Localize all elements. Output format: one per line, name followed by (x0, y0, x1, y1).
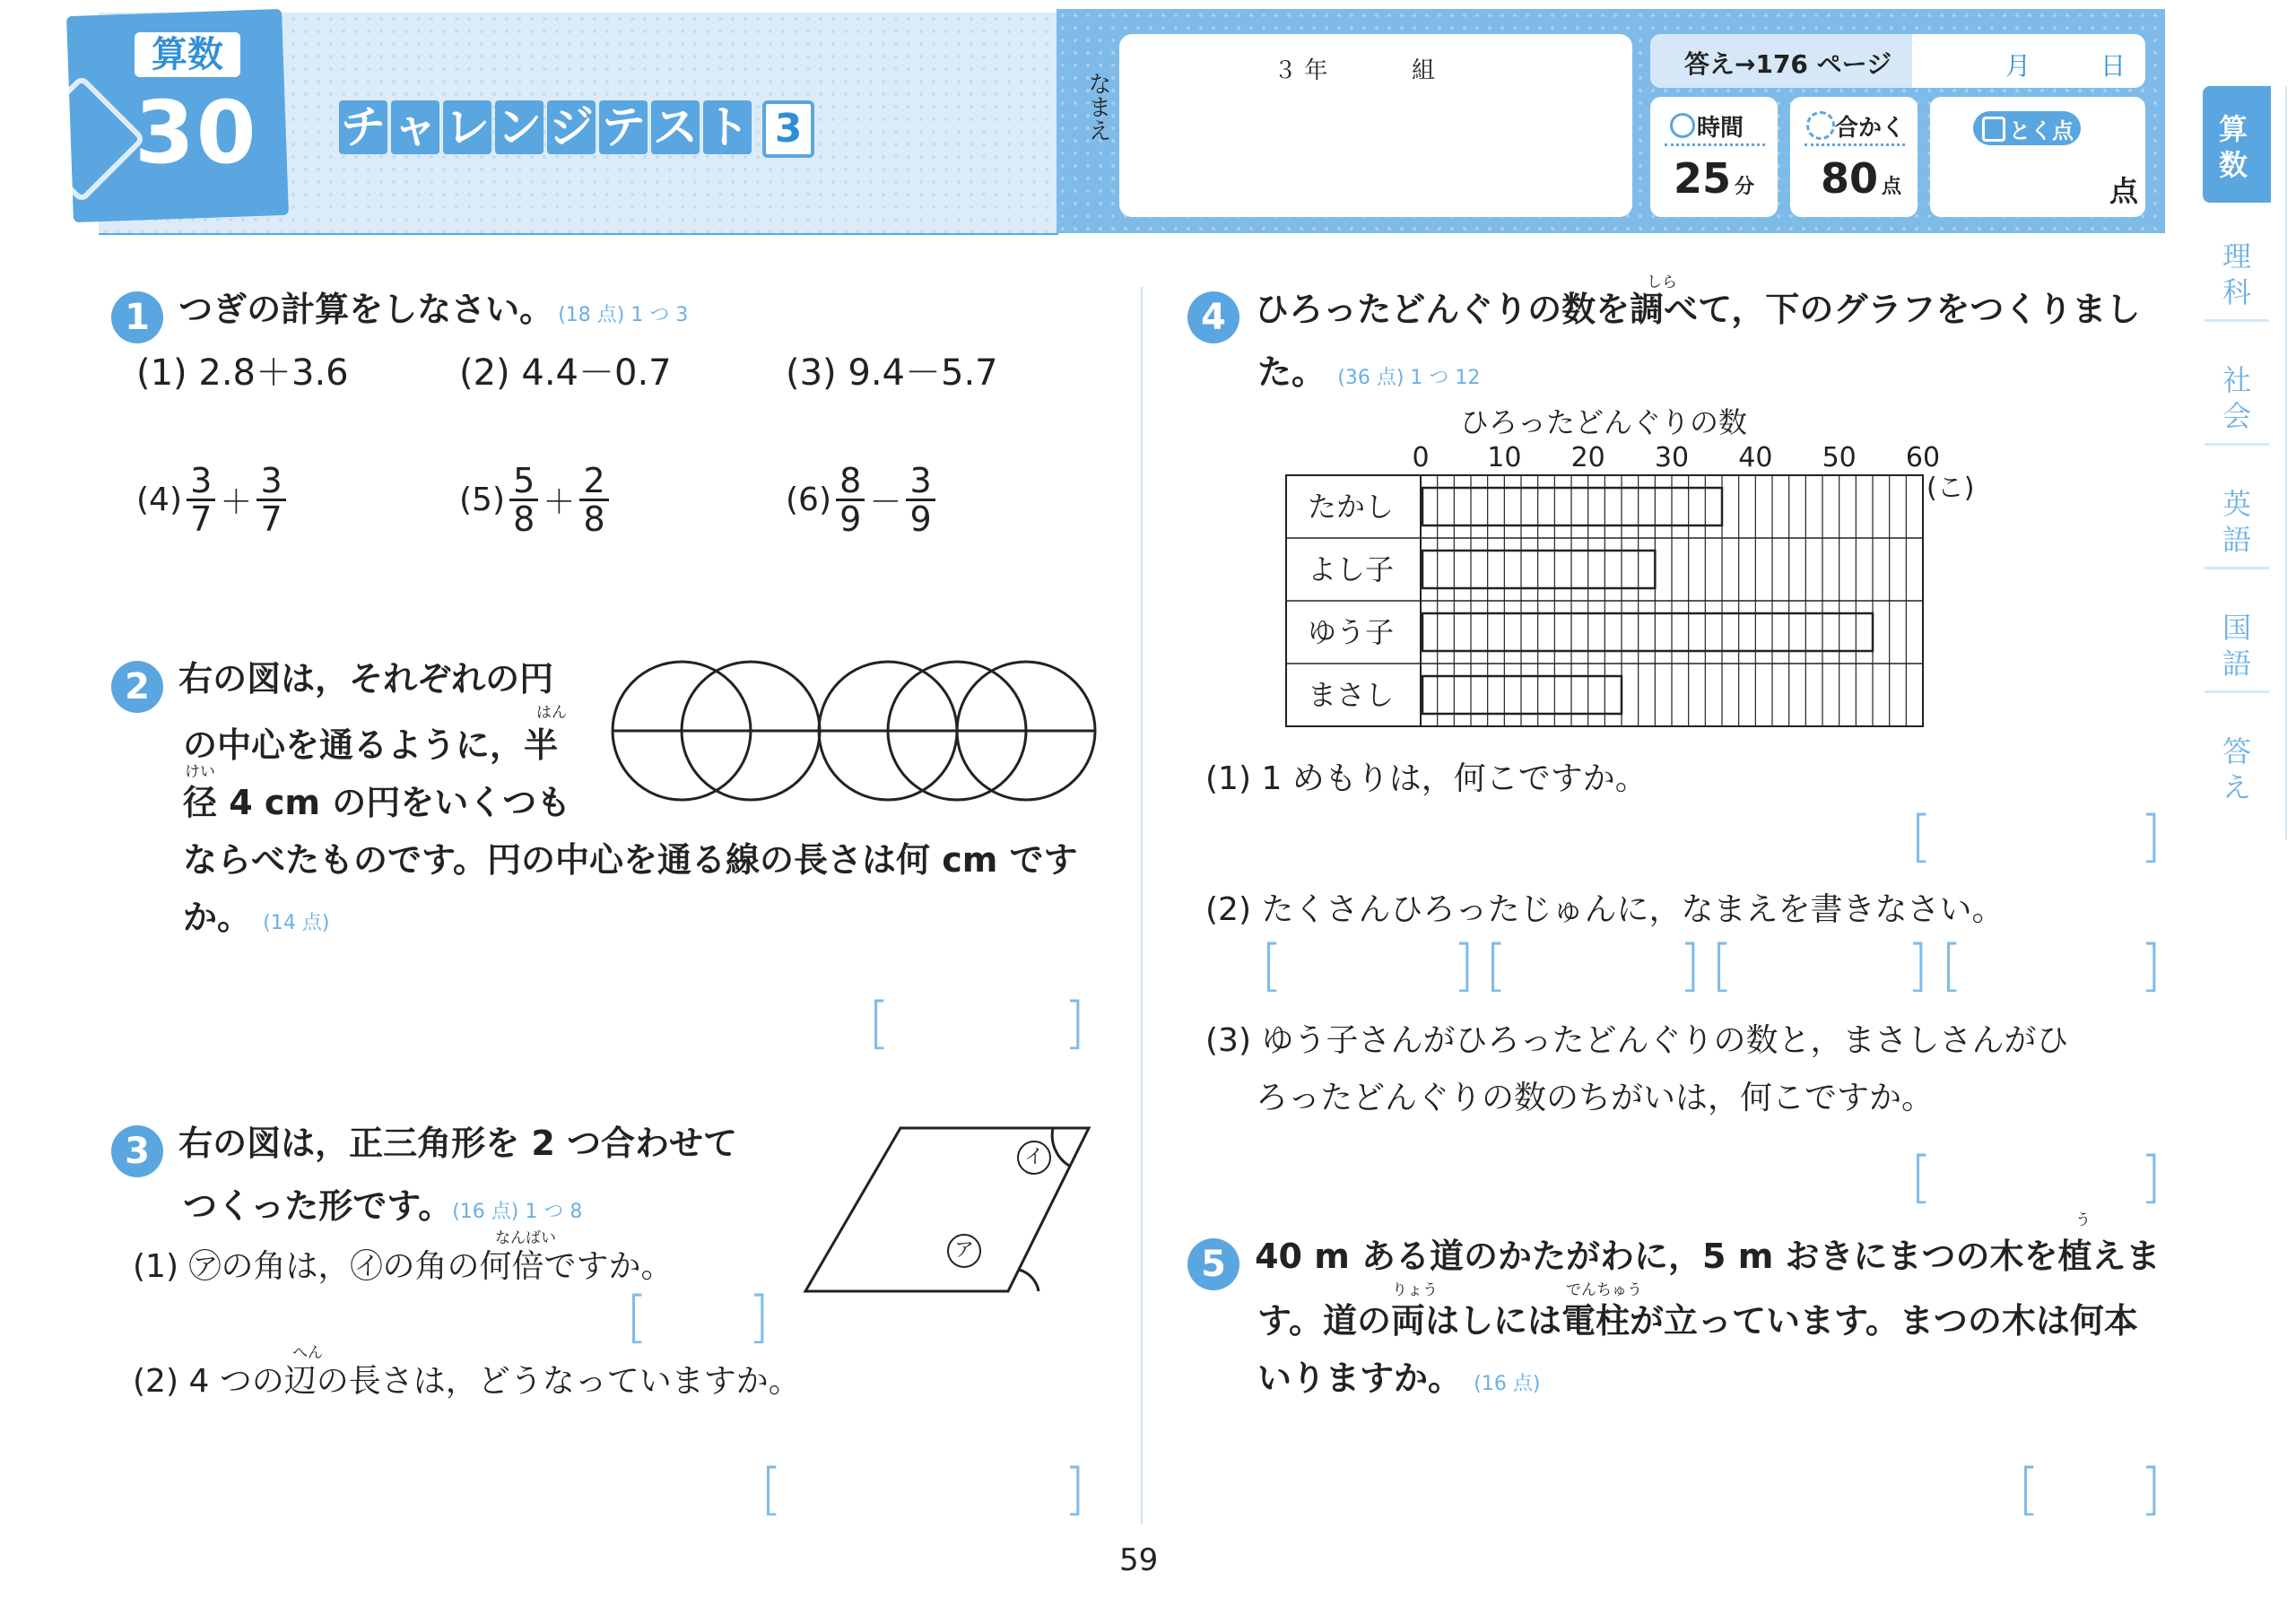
score-unit: 点 (2109, 174, 2139, 208)
sidebar-tab-japanese[interactable]: 国語 (2205, 610, 2269, 693)
denominator: 9 (839, 499, 862, 539)
question-2 (111, 651, 553, 713)
item-expr: 4.4－0.7 (521, 352, 672, 394)
clock-icon (1670, 113, 1695, 138)
q1-item-1 (136, 344, 349, 395)
name-field[interactable] (1119, 34, 1632, 217)
q1-item-3 (786, 344, 998, 395)
title-char: テ (601, 101, 646, 153)
answer-ref: 答え→176 ページ (1684, 49, 1892, 79)
tick-label: 10 (1487, 442, 1522, 473)
pass-unit: 点 (1882, 176, 1902, 198)
numerator: 3 (906, 463, 935, 501)
answer-bracket-close: ] (2140, 933, 2162, 998)
question-text-line: 径 4 cm の円をいくつも (183, 783, 571, 822)
question-text-end: つくった形です。 (183, 1186, 453, 1226)
answer-bracket-open[interactable]: [ (1910, 1144, 1933, 1210)
ruby-text: なんばい (495, 1229, 556, 1247)
category-label: ゆう子 (1307, 615, 1395, 649)
time-label: 時間 (1697, 115, 1744, 142)
points-label: (14 点) (263, 912, 330, 934)
question-number: 4 (1187, 291, 1239, 343)
question-text-end: た。 (1257, 352, 1326, 392)
sidebar-tab-math-label: 算数 (2219, 112, 2248, 182)
question-text-end: か。 (183, 898, 252, 937)
sidebar-tab-english[interactable]: 英語 (2205, 486, 2269, 569)
sidebar-tab-science[interactable]: 理科 (2205, 239, 2269, 322)
answer-bracket-open[interactable]: [ (761, 1456, 783, 1522)
question-3 (111, 1115, 737, 1177)
title-char: ス (653, 101, 698, 153)
answer-bracket-close: ] (748, 1284, 770, 1350)
fraction (187, 463, 215, 537)
question-1 (111, 282, 688, 343)
ruby-text: へん (292, 1344, 323, 1362)
angle-i-marker: イ (1017, 1141, 1051, 1175)
pass-number: 80 (1821, 154, 1879, 203)
angle-a-marker: ア (947, 1234, 981, 1268)
operator: ＋ (543, 484, 576, 521)
question-text-line: ひろったどんぐりの数を調べて，下のグラフをつくりまし (1255, 290, 2141, 329)
fraction (906, 463, 935, 537)
title-char: ジ (549, 101, 594, 153)
answer-bracket-close: ] (2140, 1456, 2162, 1522)
page-title (339, 100, 814, 158)
fraction (257, 463, 285, 537)
item-expr: 9.4－5.7 (848, 352, 998, 394)
item-label: (3) (786, 352, 837, 394)
title-char: チ (341, 101, 386, 153)
tick-label: 60 (1905, 442, 1941, 473)
points-label: (16 点) 1 つ 8 (452, 1201, 583, 1223)
question-text: つぎの計算をしなさい。 (178, 290, 554, 329)
unit-number: 30 (135, 82, 258, 183)
category-label: まさし (1307, 678, 1395, 712)
ruby-text: でんちゅう (1566, 1281, 1642, 1299)
category-label: よし子 (1307, 552, 1395, 586)
item-label: (5) (459, 482, 505, 518)
q1-item-5 (459, 463, 609, 537)
ruby-text: しら (1647, 273, 1677, 291)
denominator: 8 (513, 499, 535, 539)
sidebar-tab-answers[interactable]: 答え (2222, 734, 2251, 804)
time-value (1674, 154, 1754, 203)
pass-value (1821, 154, 1901, 203)
denominator: 7 (190, 499, 213, 539)
q1-item-2 (459, 344, 672, 395)
chart-title: ひろったどんぐりの数 (1460, 405, 1748, 439)
circles-diagram (610, 655, 1094, 807)
question-number: 5 (1187, 1238, 1239, 1290)
day-label: 日 (2100, 51, 2126, 81)
rhombus-diagram (804, 1126, 1100, 1297)
pass-divider (1805, 143, 1905, 146)
item-label: (1) (136, 352, 187, 394)
ruby-text: けい (185, 763, 215, 781)
q4-sub-1: (1) 1 めもりは，何こですか。 (1205, 760, 1648, 797)
month-label: 月 (2005, 51, 2031, 81)
question-text-line (1257, 344, 1480, 394)
q3-sub-1: (1) ㋐の角は，㋑の角の何倍ですか。 (133, 1248, 674, 1285)
item-label: (2) (459, 352, 510, 394)
question-4 (1187, 282, 2140, 343)
points-label: (18 点) 1 つ 3 (558, 304, 689, 326)
numerator: 8 (836, 463, 865, 501)
numerator: 3 (187, 463, 215, 501)
title-char: ャ (393, 101, 438, 153)
question-text-line: 右の図は，正三角形を 2 つ合わせて (178, 1124, 737, 1163)
title-char: ト (705, 101, 750, 153)
unit-label: (こ) (1926, 473, 1975, 504)
ruby-text: りょう (1392, 1281, 1438, 1299)
q4-sub-3-line1: (3) ゆう子さんがひろったどんぐりの数と，まさしさんがひ (1205, 1022, 2069, 1059)
flower-icon (1806, 111, 1835, 140)
score-label: とく点 (2009, 118, 2074, 143)
grade-label: ３ 年 (1274, 57, 1328, 84)
fraction (579, 463, 608, 537)
sidebar-divider (2285, 86, 2287, 839)
answer-bracket-open[interactable]: [ (868, 990, 891, 1055)
denominator: 7 (260, 499, 283, 539)
pass-label: 合かく (1835, 115, 1906, 142)
item-label: (6) (786, 482, 831, 518)
denominator: 8 (583, 499, 605, 539)
question-number: 2 (111, 661, 163, 713)
page-number: 59 (1119, 1542, 1159, 1578)
question-text-line: す。道の両はしには電柱が立っています。まつの木は何本 (1257, 1301, 2138, 1341)
answer-bracket-close: ] (1679, 933, 1701, 998)
column-divider (1141, 287, 1143, 1524)
answer-bracket-close: ] (2140, 803, 2162, 869)
class-label: 組 (1412, 57, 1436, 84)
tick-label: 40 (1738, 442, 1773, 473)
q1-item-4 (136, 463, 286, 537)
time-unit: 分 (1735, 176, 1755, 198)
time-divider (1665, 143, 1765, 146)
title-number: 3 (762, 100, 814, 158)
answer-bracket-close: ] (1907, 933, 1929, 998)
title-char: レ (445, 101, 490, 153)
tick-label: 50 (1822, 442, 1857, 473)
thumb-icon (1982, 117, 2005, 142)
time-number: 25 (1674, 154, 1732, 203)
operator: － (869, 484, 902, 521)
answer-bracket-open[interactable]: [ (1261, 933, 1283, 998)
acorn-bar-chart (1283, 438, 1975, 733)
q4-sub-2: (2) たくさんひろったじゅんに，なまえを書きなさい。 (1205, 891, 2005, 928)
question-text-line (183, 890, 329, 939)
denominator: 9 (909, 499, 932, 539)
answer-bracket-open[interactable]: [ (2018, 1456, 2040, 1522)
question-5 (1187, 1228, 2161, 1290)
question-number: 3 (111, 1125, 163, 1177)
question-text-line (183, 1178, 582, 1228)
numerator: 3 (257, 463, 285, 501)
tick-label: 30 (1654, 442, 1690, 473)
question-text-line: 右の図は，それぞれの円 (178, 659, 554, 699)
points-label: (16 点) (1474, 1373, 1541, 1395)
category-label: たかし (1307, 490, 1395, 524)
fraction (509, 463, 538, 537)
points-label: (36 点) 1 つ 12 (1337, 367, 1481, 389)
answer-bracket-open[interactable]: [ (1910, 803, 1933, 869)
item-label: (4) (136, 482, 182, 518)
tick-label: 20 (1570, 442, 1605, 473)
question-number: 1 (111, 291, 163, 343)
ruby-text: はん (536, 704, 567, 722)
question-text-end: いりますか。 (1257, 1358, 1463, 1398)
answer-bracket-close: ] (2140, 1144, 2162, 1210)
subject-badge: 算数 (135, 32, 240, 77)
q1-item-6 (786, 463, 935, 537)
answer-bracket-open[interactable]: [ (1711, 933, 1734, 998)
answer-bracket-open[interactable]: [ (1485, 933, 1508, 998)
numerator: 2 (579, 463, 608, 501)
operator: ＋ (220, 484, 253, 521)
tick-label: 0 (1412, 442, 1430, 473)
ruby-text: う (2075, 1211, 2091, 1229)
q3-sub-2: (2) 4 つの辺の長さは，どうなっていますか。 (133, 1363, 801, 1400)
title-char: ン (497, 101, 542, 153)
answer-bracket-close: ] (1064, 1456, 1086, 1522)
numerator: 5 (509, 463, 538, 501)
answer-bracket-open[interactable]: [ (626, 1284, 648, 1350)
question-text-line (1257, 1350, 1540, 1400)
question-text-line: の中心を通るように，半 (183, 725, 559, 765)
sidebar-tab-social[interactable]: 社会 (2205, 362, 2269, 446)
question-text-line: 40 m ある道のかたがわに，5 m おきにまつの木を植えま (1255, 1237, 2161, 1276)
name-label: なまえ (1084, 72, 1111, 142)
answer-bracket-close: ] (1453, 933, 1475, 998)
q4-sub-3-line2: ろったどんぐりの数のちがいは，何こですか。 (1256, 1080, 1935, 1116)
question-text-line: ならべたものです。円の中心を通る線の長さは何 cm です (183, 840, 1078, 880)
answer-bracket-open[interactable]: [ (1941, 933, 1963, 998)
answer-bracket-close: ] (1064, 990, 1086, 1055)
fraction (836, 463, 865, 537)
item-expr: 2.8＋3.6 (198, 352, 349, 394)
